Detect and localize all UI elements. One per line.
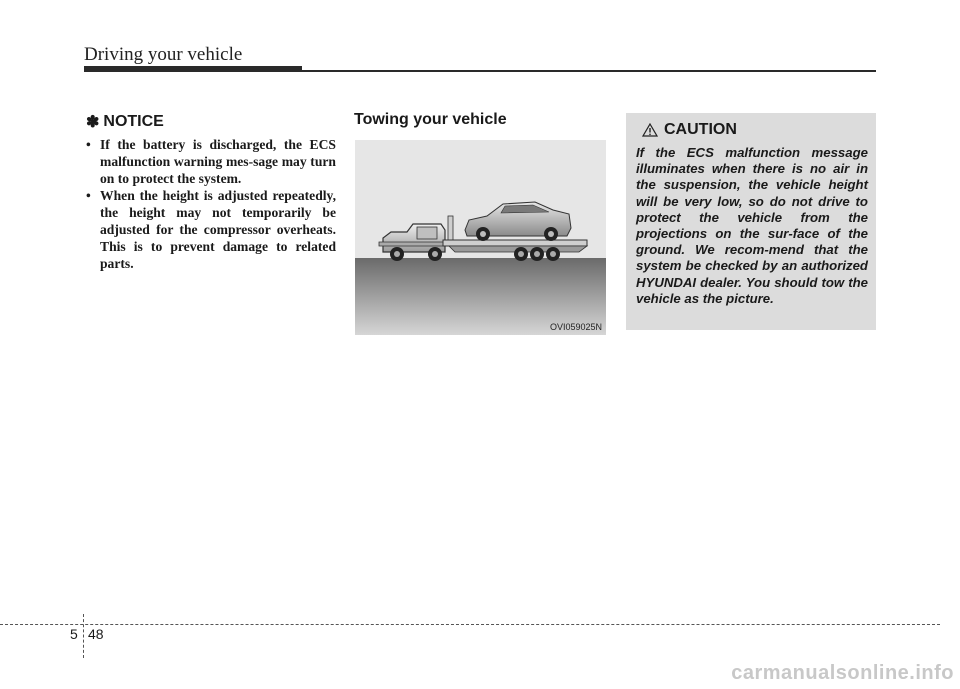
towing-illustration (355, 140, 606, 335)
notice-section (86, 112, 336, 272)
footer-rule (0, 624, 940, 625)
header-rule-thin (300, 70, 876, 72)
footer-divider (83, 614, 84, 658)
caution-text: If the ECS malfunction message illuminates when there is no air in the suspension, the vehicle height will be very low, so do not drive to protect the vehicle from the projections on the sur-face of the ground. We recom-mend that the system be checked by an authorized HYUNDAI dealer. You should tow the vehicle as the picture. (636, 145, 868, 306)
page-number: 48 (88, 626, 104, 642)
header-rule-thick (84, 66, 302, 72)
towing-title: Towing your vehicle (354, 111, 507, 128)
chapter-number: 5 (70, 626, 78, 642)
notice-list (86, 136, 336, 272)
caution-heading-label: CAUTION (664, 121, 737, 138)
tow-truck-car-illustration (355, 140, 606, 335)
notice-asterisk-icon: ✽ (86, 114, 100, 131)
caution-box (626, 113, 876, 330)
watermark-text: carmanualsonline.info (731, 662, 954, 684)
notice-heading-label: NOTICE (103, 113, 164, 130)
notice-heading (86, 112, 336, 132)
section-title: Driving your vehicle (84, 44, 243, 65)
figure-code: OVI059025N (549, 322, 602, 332)
notice-item: • When the height is adjusted repeatedly, the height may not temporarily be adjusted for the compressor overheats. This is to prevent damage to related parts. (86, 187, 336, 272)
notice-item: • If the battery is discharged, the ECS malfunction warning mes-sage may turn on to protect the system. (86, 136, 336, 187)
caution-heading (642, 121, 868, 139)
warning-triangle-icon (642, 123, 658, 137)
